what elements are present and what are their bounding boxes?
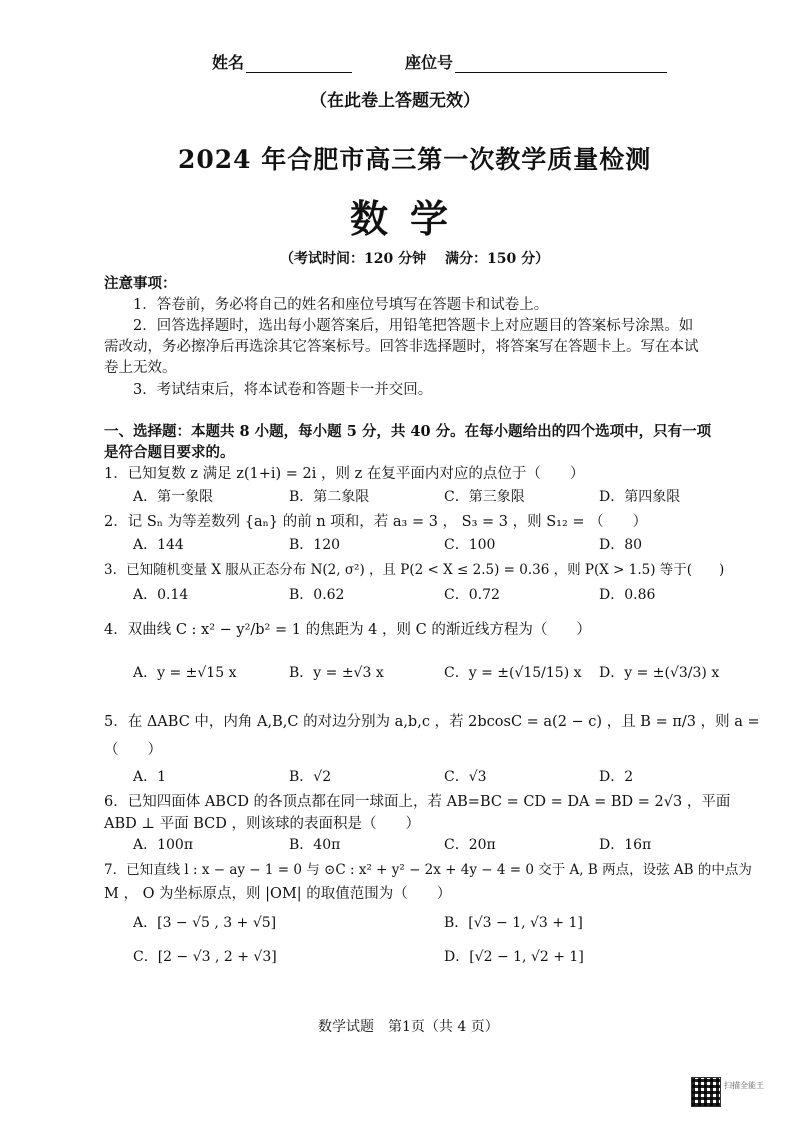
question-5-stem: 5．在 ΔABC 中，内角 A,B,C 的对边分别为 a,b,c ，若 2bcosC = a(2 − c) ，且 B = π/3 ，则 a = [104,714,760,730]
section-heading-cont: 是符合题目要求的。 [104,444,235,461]
subject-title: 数学 [350,196,471,241]
q2-option-b[interactable]: B．120 [289,537,341,553]
q1-option-d[interactable]: D．第四象限 [599,489,681,505]
instruction-item: 2．回答选择题时，选出每小题答案后，用铅笔把答题卡上对应题目的答案标号涂黑。如 [133,318,694,334]
q1-option-c[interactable]: C．第三象限 [444,489,525,505]
question-6-stem: 6．已知四面体 ABCD 的各顶点都在同一球面上，若 AB=BC = CD = DA = BD = 2√3 ，平面 [104,794,731,810]
exam-title: 2024 年合肥市高三第一次教学质量检测 [178,145,652,174]
name-field[interactable] [246,56,352,73]
q6-option-a[interactable]: A．100π [133,837,194,853]
q7-option-d[interactable]: D．[√2 − 1, √2 + 1] [444,949,584,965]
name-label: 姓名 [212,53,245,72]
question-4-stem: 4．双曲线 C : x² − y²/b² = 1 的焦距为 4 ，则 C 的渐近线方程为（ ） [104,622,591,638]
question-7-stem-cont: M ， O 为坐标原点，则 |OM| 的取值范围为（ ） [104,886,452,902]
instruction-item: 3．考试结束后，将本试卷和答题卡一并交回。 [133,382,433,398]
page-footer: 数学试题 第1页（共 4 页） [318,1019,499,1035]
q5-option-a[interactable]: A．1 [133,769,167,785]
invalid-notice: （在此卷上答题无效） [310,91,480,111]
q4-option-c[interactable]: C．y = ±(√15/15) x [444,665,582,681]
q3-option-a[interactable]: A．0.14 [133,587,189,603]
q1-option-b[interactable]: B．第二象限 [289,489,370,505]
q7-option-c[interactable]: C．[2 − √3 , 2 + √3] [133,949,277,965]
q5-option-b[interactable]: B．√2 [289,769,332,785]
qr-code-icon [691,1077,721,1107]
section-heading: 一、选择题：本题共 8 小题，每小题 5 分，共 40 分。在每小题给出的四个选项中，只有一项 [104,423,712,440]
instruction-item: 需改动，务必擦净后再选涂其它答案标号。回答非选择题时，将答案写在答题卡上。写在本试 [104,339,699,355]
question-5-stem-cont: （ ） [104,742,162,758]
instruction-item: 卷上无效。 [104,360,177,376]
question-7-stem: 7．已知直线 l : x − ay − 1 = 0 与 ⊙C : x² + y² − 2x + 4y − 4 = 0 交于 A, B 两点，设弦 AB 的中点为 [104,862,752,878]
q6-option-c[interactable]: C．20π [444,837,496,853]
seat-label: 座位号 [405,53,454,72]
q6-option-d[interactable]: D．16π [599,837,652,853]
q7-option-b[interactable]: B．[√3 − 1, √3 + 1] [444,915,583,931]
instructions-heading: 注意事项： [104,275,177,292]
scanner-watermark: 扫描全能王 [724,1081,764,1090]
q4-option-d[interactable]: D．y = ±(√3/3) x [599,665,720,681]
q3-option-d[interactable]: D．0.86 [599,587,656,603]
question-2-stem: 2．记 Sₙ 为等差数列 {aₙ} 的前 n 项和，若 a₃ = 3 ， S₃ = 3 ，则 S₁₂ = （ ） [104,514,648,530]
q2-option-c[interactable]: C．100 [444,537,496,553]
q2-option-a[interactable]: A．144 [133,537,184,553]
question-1-stem: 1．已知复数 z 满足 z(1+i) = 2i ，则 z 在复平面内对应的点位于（ ） [104,466,585,482]
q1-option-a[interactable]: A．第一象限 [133,489,214,505]
question-6-stem-cont: ABD ⊥ 平面 BCD ，则该球的表面积是（ ） [104,816,420,832]
q3-option-b[interactable]: B．0.62 [289,587,345,603]
instruction-item: 1．答卷前，务必将自己的姓名和座位号填写在答题卡和试卷上。 [133,297,549,313]
q6-option-b[interactable]: B．40π [289,837,341,853]
seat-field[interactable] [455,56,667,73]
q4-option-b[interactable]: B．y = ±√3 x [289,665,384,681]
q7-option-a[interactable]: A．[3 − √5 , 3 + √5] [133,915,277,931]
q4-option-a[interactable]: A．y = ±√15 x [133,665,237,681]
q2-option-d[interactable]: D．80 [599,537,643,553]
q5-option-c[interactable]: C．√3 [444,769,487,785]
question-3-stem: 3．已知随机变量 X 服从正态分布 N(2, σ²) ，且 P(2 < X ≤ 2.5) = 0.36 ，则 P(X > 1.5) 等于( ) [104,562,725,578]
q3-option-c[interactable]: C．0.72 [444,587,500,603]
exam-info: （考试时间：120 分钟 满分：150 分） [280,251,550,267]
q5-option-d[interactable]: D．2 [599,769,634,785]
